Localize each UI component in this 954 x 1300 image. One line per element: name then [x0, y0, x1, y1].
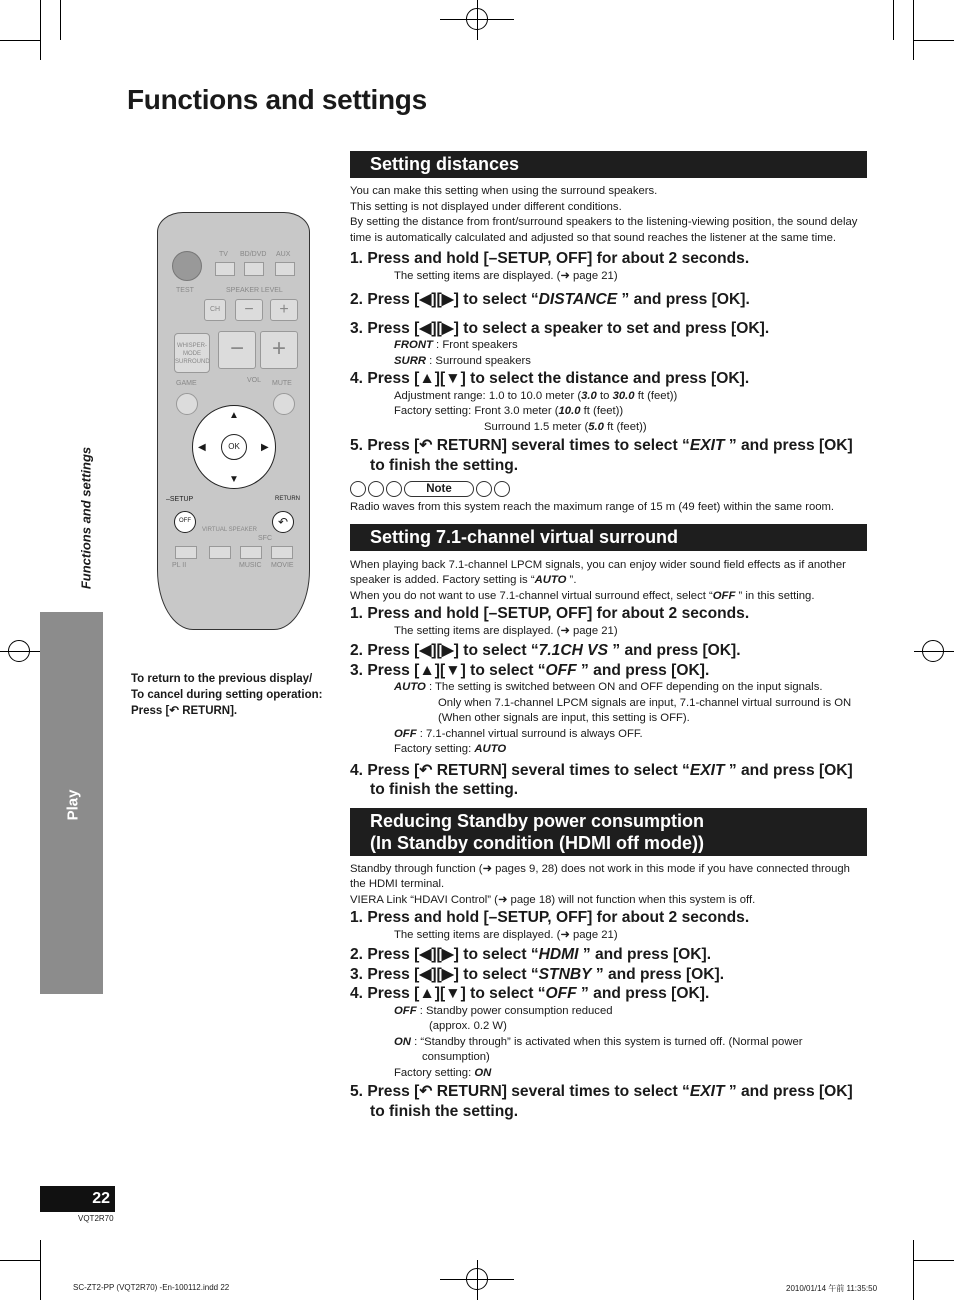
- caption-line: To cancel during setting operation:: [131, 689, 323, 701]
- step-4: 4. Press [▲][▼] to select “OFF ” and press [OK].: [350, 985, 710, 1002]
- step-1-detail: The setting items are displayed. (➜ page 21): [394, 928, 618, 941]
- down-arrow-icon: ▼: [229, 474, 239, 485]
- step-3: 3. Press [◀][▶] to select “STNBY ” and press [OK].: [350, 965, 725, 983]
- remote-label-return: RETURN: [275, 496, 300, 502]
- page-number: 22: [40, 1186, 115, 1212]
- section-heading-virtual-surround: Setting 7.1-channel virtual surround: [350, 524, 867, 551]
- intro-text: When you do not want to use 7.1-channel virtual surround effect, select “OFF ” in this setting.: [350, 589, 815, 602]
- caption-line: Press [↶ RETURN].: [131, 705, 238, 717]
- crop-mark: [913, 0, 914, 60]
- crop-mark: [0, 651, 40, 652]
- intro-text: Standby through function (➜ pages 9, 28) does not work in this mode if you have connected through the HDMI terminal.: [350, 862, 850, 890]
- option-off: OFF : 7.1-channel virtual surround is always OFF.: [394, 727, 643, 740]
- option-auto: AUTO : The setting is switched between ON and OFF depending on the input signals.: [394, 681, 823, 693]
- note-circle-icon: [494, 481, 510, 497]
- remote-label-mute: MUTE: [272, 380, 292, 387]
- crop-mark: [60, 0, 61, 40]
- note-circle-icon: [350, 481, 366, 497]
- remote-label-movie: MOVIE: [271, 562, 294, 569]
- bd-dvd-button: [244, 262, 264, 276]
- movie-button: [271, 546, 293, 559]
- remote-label-test: TEST: [176, 287, 194, 294]
- remote-label-pl2: PL II: [172, 562, 187, 569]
- factory-setting: Factory setting: AUTO: [394, 743, 507, 755]
- level-minus-icon: −: [235, 299, 263, 321]
- crop-mark: [0, 40, 40, 41]
- option-off-detail: (approx. 0.2 W): [429, 1020, 507, 1032]
- option-front: FRONT : Front speakers: [394, 339, 518, 351]
- intro-text: By setting the distance from front/surround speakers to the listening-viewing position, the sound delay time is automatically calculated and adjusted so that sound reaches the listener at the same time.: [350, 216, 858, 244]
- step-5: 5. Press [↶ RETURN] several times to select “EXIT ” and press [OK] to finish the setting.: [350, 1083, 853, 1120]
- step-1-detail: The setting items are displayed. (➜ page 21): [394, 624, 618, 637]
- remote-label-speaker-level: SPEAKER LEVEL: [226, 287, 283, 294]
- remote-label-virtual-speaker: VIRTUAL SPEAKER: [202, 527, 258, 533]
- factory-setting-front: Factory setting: Front 3.0 meter (10.0 ft (feet)): [394, 405, 624, 417]
- off-button: OFF: [174, 511, 196, 533]
- option-on: ON : “Standby through” is activated when this system is turned off. (Normal power consumption): [394, 1035, 803, 1063]
- left-arrow-icon: ◀: [198, 442, 206, 453]
- crop-mark: [40, 0, 41, 60]
- power-button-icon: [172, 251, 202, 281]
- remote-label-music: MUSIC: [239, 562, 262, 569]
- factory-setting: Factory setting: ON: [394, 1066, 492, 1079]
- intro-text: VIERA Link “HDAVI Control” (➜ page 18) will not function when this system is off.: [350, 893, 756, 906]
- note-circle-icon: [386, 481, 402, 497]
- crop-mark: [914, 1260, 954, 1261]
- note-text: Radio waves from this system reach the maximum range of 15 m (49 feet) within the same room.: [350, 501, 835, 513]
- level-plus-icon: +: [270, 299, 298, 321]
- return-icon: ↶: [272, 511, 294, 533]
- remote-label-game: GAME: [176, 380, 197, 387]
- remote-label-tv: TV: [219, 251, 228, 258]
- remote-label-bd-dvd: BD/DVD: [240, 251, 267, 258]
- footer-timestamp: 2010/01/14 午前 11:35:50: [786, 1284, 878, 1293]
- remote-label-setup: –SETUP: [166, 496, 194, 503]
- option-off: OFF : Standby power consumption reduced: [394, 1004, 613, 1017]
- remote-caption: [131, 671, 322, 719]
- pl2-button: [175, 546, 197, 559]
- step-1-detail: The setting items are displayed. (➜ page 21): [394, 269, 618, 282]
- music-button: [240, 546, 262, 559]
- step-3: 3. Press [▲][▼] to select “OFF ” and press [OK].: [350, 661, 710, 679]
- crop-mark: [477, 1260, 478, 1300]
- option-surr: SURR : Surround speakers: [394, 354, 531, 367]
- section-heading-standby: Reducing Standby power consumption (In Standby condition (HDMI off mode)): [350, 808, 867, 856]
- note-circle-icon: [368, 481, 384, 497]
- crop-mark: [477, 0, 478, 40]
- cursor-pad: [192, 405, 276, 489]
- note-header: [350, 481, 867, 497]
- up-arrow-icon: ▲: [229, 410, 239, 421]
- intro-text: You can make this setting when using the surround speakers.: [350, 185, 658, 197]
- main-content: [350, 151, 867, 1121]
- remote-label-aux: AUX: [276, 251, 291, 258]
- crop-mark: [0, 1260, 40, 1261]
- crop-mark: [914, 40, 954, 41]
- step-1: 1. Press and hold [–SETUP, OFF] for about 2 seconds.: [350, 250, 750, 267]
- step-4: 4. Press [↶ RETURN] several times to select “EXIT ” and press [OK] to finish the setting.: [350, 761, 853, 798]
- factory-setting-surround: Surround 1.5 meter (5.0 ft (feet)): [484, 420, 647, 433]
- note-label: Note: [404, 481, 474, 497]
- page-code: VQT2R70: [78, 1214, 114, 1223]
- mute-button: [273, 393, 295, 415]
- step-1: 1. Press and hold [–SETUP, OFF] for about 2 seconds.: [350, 909, 750, 926]
- remote-label-vol: VOL: [247, 377, 262, 384]
- step-2: 2. Press [◀][▶] to select “7.1CH VS ” and press [OK].: [350, 642, 741, 659]
- ok-button: OK: [221, 434, 247, 460]
- side-section-label: Functions and settings: [78, 446, 94, 590]
- step-5: 5. Press [↶ RETURN] several times to select “EXIT ” and press [OK] to finish the setting.: [350, 437, 853, 474]
- crop-mark: [893, 0, 894, 40]
- step-1: 1. Press and hold [–SETUP, OFF] for about 2 seconds.: [350, 605, 750, 622]
- adjustment-range: Adjustment range: 1.0 to 10.0 meter (3.0 to 30.0 ft (feet)): [394, 389, 678, 402]
- virtual-speaker-button: [209, 546, 231, 559]
- remote-control-illustration: [157, 212, 310, 630]
- intro-text: When playing back 7.1-channel LPCM signals, you can enjoy wider sound field effects as if another speaker is added. Factory setting is “AUTO ”.: [350, 558, 846, 586]
- crop-mark: [40, 1240, 41, 1300]
- whisper-mode-button: WHISPER-MODE SURROUND: [174, 333, 210, 373]
- step-2: 2. Press [◀][▶] to select “DISTANCE ” and press [OK].: [350, 291, 750, 308]
- side-tab-label: Play: [64, 789, 82, 821]
- page-title: Functions and settings: [127, 84, 427, 115]
- tv-button: [215, 262, 235, 276]
- option-auto-detail: Only when 7.1-channel LPCM signals are input, 7.1-channel virtual surround is ON (When other signals are input, this setting is OFF).: [438, 696, 852, 724]
- crop-mark: [914, 651, 954, 652]
- section-heading-distances: Setting distances: [350, 151, 867, 178]
- volume-plus-icon: +: [260, 331, 298, 369]
- step-3: 3. Press [◀][▶] to select a speaker to set and press [OK].: [350, 319, 770, 337]
- caption-line: To return to the previous display/: [131, 673, 313, 685]
- step-4: 4. Press [▲][▼] to select the distance and press [OK].: [350, 370, 750, 387]
- right-arrow-icon: ▶: [261, 442, 269, 453]
- aux-button: [275, 262, 295, 276]
- game-button: [176, 393, 198, 415]
- crop-mark: [913, 1240, 914, 1300]
- remote-label-sfc: SFC: [258, 535, 272, 542]
- volume-minus-icon: −: [218, 331, 256, 369]
- intro-text: This setting is not displayed under different conditions.: [350, 200, 622, 213]
- note-circle-icon: [476, 481, 492, 497]
- footer-file-info: SC-ZT2-PP (VQT2R70) -En-100112.indd 22: [73, 1283, 230, 1292]
- step-2: 2. Press [◀][▶] to select “HDMI ” and press [OK].: [350, 946, 712, 963]
- ch-button: CH: [204, 299, 226, 321]
